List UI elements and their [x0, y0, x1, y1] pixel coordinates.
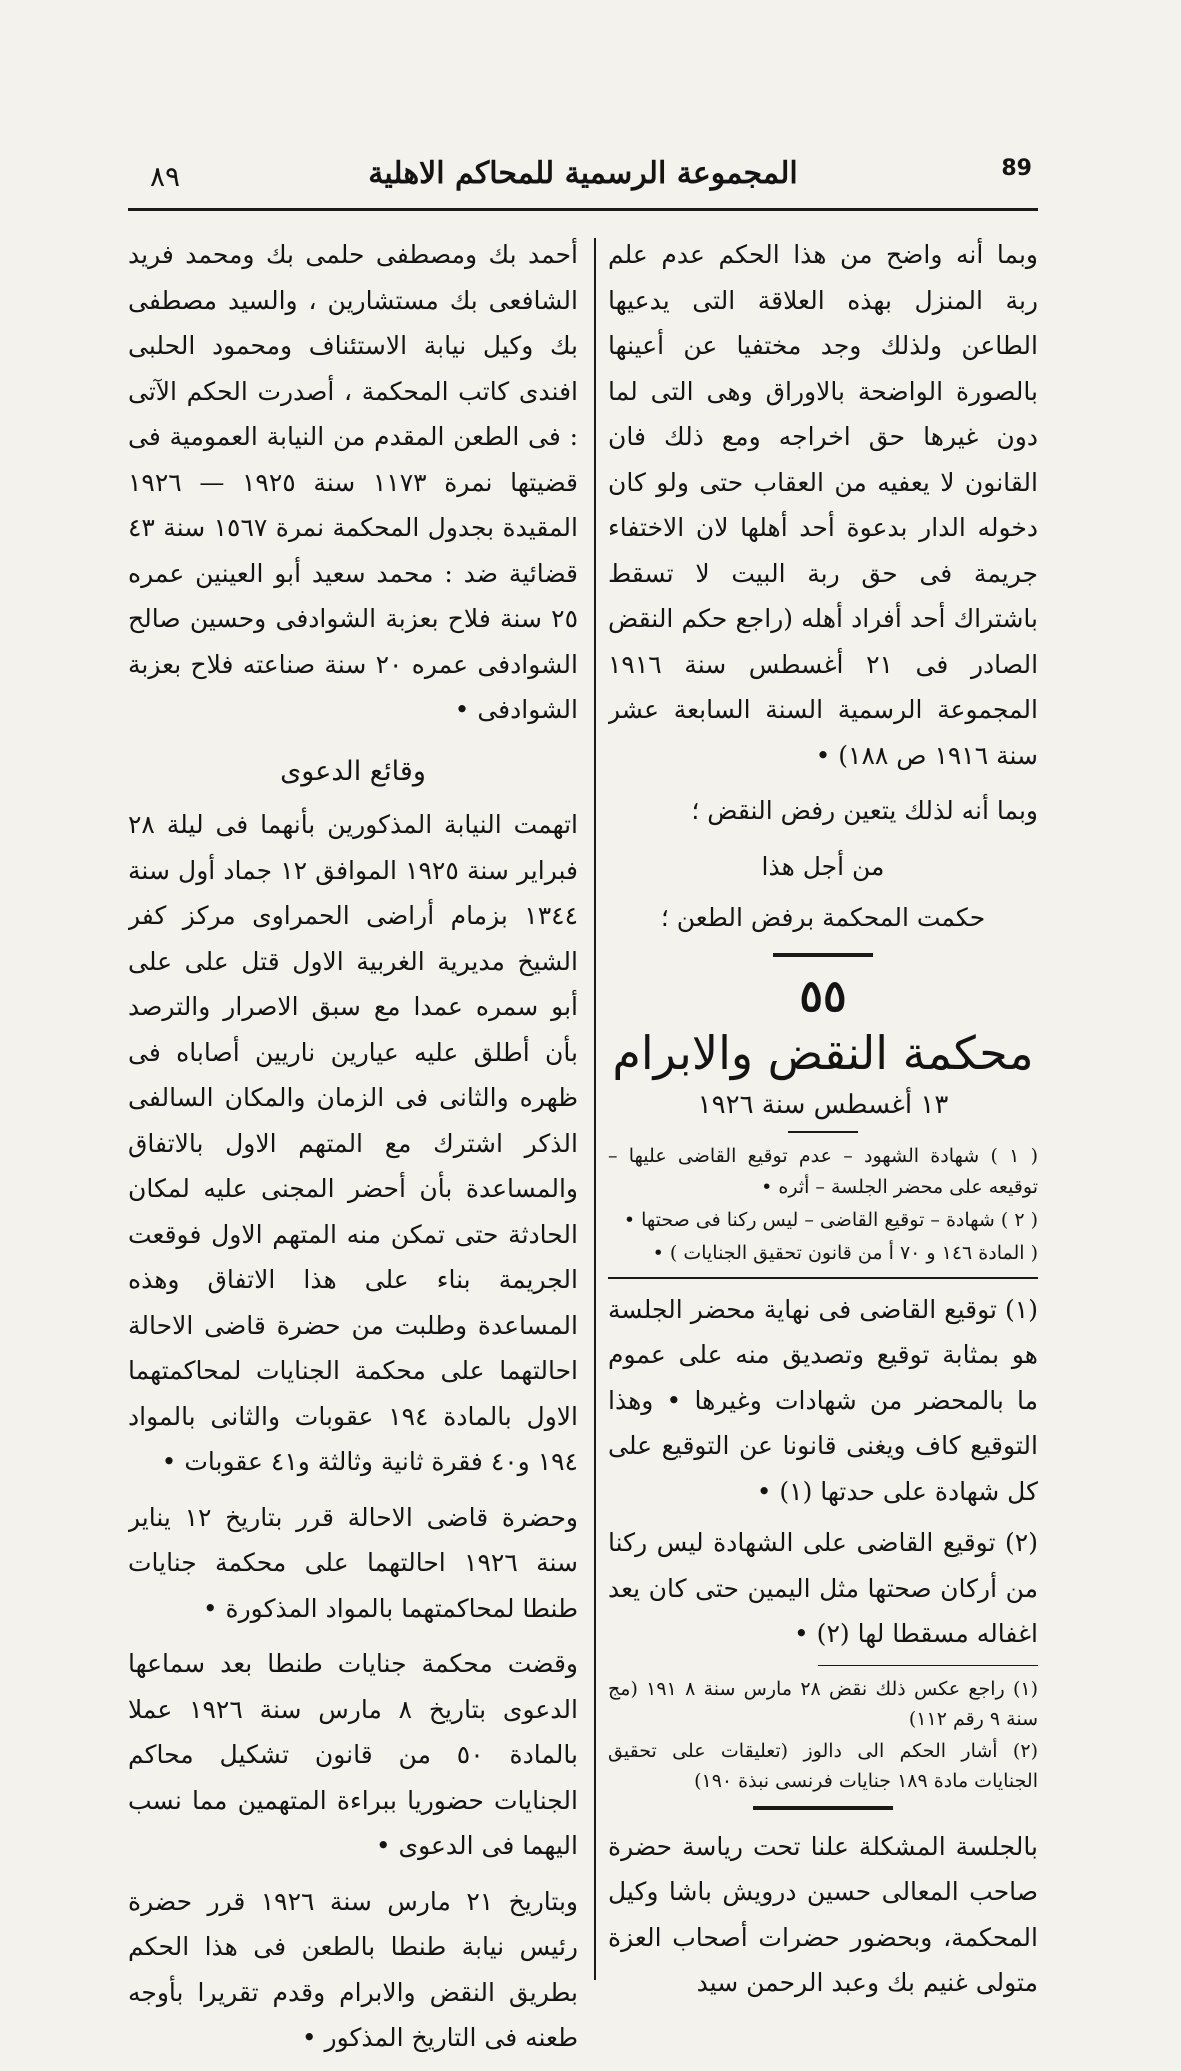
page-number-arabic: ٨٩: [150, 160, 181, 193]
page-header: [128, 154, 1038, 211]
court-name: محكمة النقض والابرام: [612, 1025, 1034, 1080]
footnotes: [608, 1674, 1038, 1796]
paragraph: وبتاريخ ٢١ مارس سنة ١٩٢٦ قرر حضرة رئيس نيابة طنطا بالطعن فى هذا الحكم بطريق النقض والابرام وقدم تقريرا بأوجه طعنه فى التاريخ المذكور •: [128, 1886, 578, 2052]
paragraph: وبما أنه واضح من هذا الحكم عدم علم ربة المنزل بهذه العلاقة التى يدعيها الطاعن ولذلك وجد مختفيا عن أعينها بالصورة الواضحة بالاوراق وهى التى لما دون غيرها حق اخراجه ومع ذلك فان القانون لا يعفيه من العقاب حتى ولو كان دخوله الدار بدعوة أحد أهلها لان الاختفاء جريمة فى حق ربة البيت لا تسقط باشتراك أحد أفراد أهله (راجع حكم النقض الصادر فى ٢١ أغسطس سنة ١٩١٦ المجموعة الرسمية السنة السابعة عشر سنة ١٩١٦ ص ١٨٨) •: [608, 240, 1038, 770]
page-number-latin: 89: [1001, 156, 1032, 181]
column-divider: [594, 238, 596, 1980]
paragraph: أحمد بك ومصطفى حلمى بك ومحمد فريد الشافعى بك مستشارين ، والسيد مصطفى بك وكيل نيابة الاستئناف ومحمود الحلبى افندى كاتب المحكمة ، أصدرت الحكم الآتى : فى الطعن المقدم من النيابة العمومية فى قضيتها نمرة ١١٧٣ سنة ١٩٢٥ — ١٩٢٦ المقيدة بجدول المحكمة نمرة ١٥٦٧ سنة ٤٣ قضائية ضد : محمد سعيد أبو العينين عمره ٢٥ سنة فلاح بعزبة الشوادفى وحسين صالح الشوادفى عمره ٢٠ سنة صناعته فلاح بعزبة الشوادفى •: [128, 240, 578, 724]
headnote: ( ٢ ) شهادة – توقيع القاضى – ليس ركنا فى صحتها •: [623, 1208, 1038, 1231]
separator: [753, 1806, 893, 1810]
facts-heading: وقائع الدعوى: [280, 755, 426, 787]
paragraph: وقضت محكمة جنايات طنطا بعد سماعها الدعوى بتاريخ ٨ مارس سنة ١٩٢٦ عملا بالمادة ٥٠ من قانون تشكيل محاكم الجنايات حضوريا ببراءة المتهمين مما نسب اليهما فى الدعوى •: [128, 1649, 578, 1860]
separator: [608, 1277, 1038, 1279]
paragraph: وبما أنه لذلك يتعين رفض النقض ؛: [691, 796, 1038, 825]
separator: [788, 1131, 858, 1133]
footnote-rule: [818, 1665, 1038, 1666]
footnote: (١) راجع عكس ذلك نقض ٢٨ مارس سنة ٨ ١٩١ (مج سنة ٩ رقم ١١٢): [608, 1677, 1038, 1730]
right-column: [608, 232, 1038, 2016]
paragraph: وحضرة قاضى الاحالة قرر بتاريخ ١٢ يناير سنة ١٩٢٦ احالتهما على محكمة جنايات طنطا لمحاكمتهما بالمواد المذكورة •: [128, 1502, 578, 1623]
ruling-text: حكمت المحكمة برفض الطعن ؛: [660, 903, 986, 932]
held-principle: (١) توقيع القاضى فى نهاية محضر الجلسة هو بمثابة توقيع وتصديق منه على عموم ما بالمحضر من شهادات وغيرها • وهذا التوقيع كاف ويغنى قانونا عن التوقيع على كل شهادة على حدتها (١) •: [608, 1294, 1038, 1506]
journal-title: المجموعة الرسمية للمحاكم الاهلية: [368, 156, 798, 191]
separator: [773, 953, 873, 957]
paragraph: اتهمت النيابة المذكورين بأنهما فى ليلة ٢٨ فبراير سنة ١٩٢٥ الموافق ١٢ جماد أول سنة ١٣٤٤ بزمام أراضى الحمراوى مركز كفر الشيخ مديرية الغربية الاول قتل على على أبو سمره عمدا مع سبق الاصرار والترصد بأن أطلق عليه عيارين ناريين أصاباه فى ظهره والثانى فى الزمان والمكان السالفى الذكر اشترك مع المتهم الاول بالاتفاق والمساعدة بأن أحضر المجنى عليه لمكان الحادثة حتى تمكن منه المتهم الاول فوقعت الجريمة بناء على هذا الاتفاق وهذه المساعدة وطلبت من حضرة قاضى الاحالة احالتهما على محكمة الجنايات لمحاكمتهما الاول بالمادة ١٩٤ عقوبات والثانى بالمواد ١٩٤ و٤٠ فقرة ثانية وثالثة و٤١ عقوبات •: [128, 810, 578, 1476]
case-number: ٥٥: [799, 970, 847, 1022]
left-column: [128, 232, 578, 2071]
footnote: (٢) أشار الحكم الى دالوز (تعليقات على تحقيق الجنايات مادة ١٨٩ جنايات فرنسى نبذة ١٩٠): [608, 1739, 1038, 1792]
session-paragraph: بالجلسة المشكلة علنا تحت رياسة حضرة صاحب المعالى حسين درويش باشا وكيل المحكمة، وبحضور حضرات أصحاب العزة متولى غنيم بك وعبد الرحمن سيد: [608, 1831, 1038, 1997]
headnotes: [608, 1141, 1038, 1269]
headnote: ( ١ ) شهادة الشهود – عدم توقيع القاضى عليها – توقيعه على محضر الجلسة – أثره •: [608, 1144, 1038, 1198]
held-principles: [608, 1287, 1038, 1657]
for-these-reasons: من أجل هذا: [761, 851, 885, 881]
held-principle: (٢) توقيع القاضى على الشهادة ليس ركنا من أركان صحتها مثل اليمين حتى كان يعد اغفاله مسقطا لها (٢) •: [608, 1528, 1038, 1648]
case-date: ١٣ أغسطس سنة ١٩٢٦: [697, 1089, 949, 1120]
headnote: ( المادة ١٤٦ و ٧٠ أ من قانون تحقيق الجنايات ) •: [652, 1241, 1038, 1264]
